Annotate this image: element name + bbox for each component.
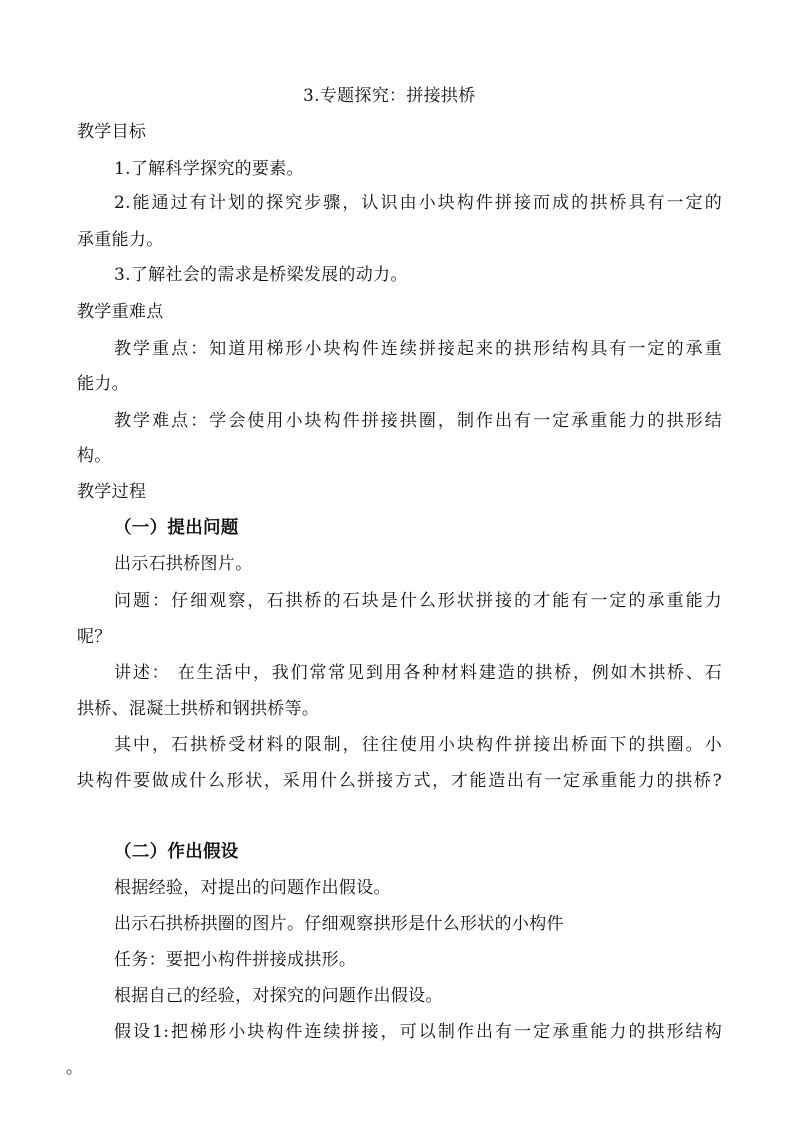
objectives-heading: 教学目标	[77, 122, 147, 142]
page-title: 3.专题探究：拼接拱桥	[303, 86, 476, 106]
section-2-paragraph-5-line-2: 。	[66, 1058, 84, 1078]
section-1-paragraph-4-line-2: 块构件要做成什么形状，采用什么拼接方式，才能造出有一定承重能力的拱桥?	[77, 771, 722, 791]
section-1-paragraph-3-line-1: 讲述： 在生活中，我们常常见到用各种材料建造的拱桥，例如木拱桥、石	[114, 663, 722, 683]
section-1-heading: （一）提出问题	[114, 518, 239, 538]
keypoint-line-2: 能力。	[77, 374, 129, 394]
section-2-paragraph-1: 根据经验，对提出的问题作出假设。	[114, 878, 391, 898]
section-1-paragraph-2-line-2: 呢？	[77, 627, 112, 647]
keypoint-line-1: 教学重点：知道用梯形小块构件连续拼接起来的拱形结构具有一定的承重	[114, 339, 722, 359]
keypoints-heading: 教学重难点	[77, 302, 164, 322]
section-1-paragraph-4-line-1: 其中，石拱桥受材料的限制，往往使用小块构件拼接出桥面下的拱圈。小	[114, 735, 722, 755]
objective-2-line-1: 2.能通过有计划的探究步骤，认识由小块构件拼接而成的拱桥具有一定的	[114, 193, 722, 213]
objective-1: 1.了解科学探究的要素。	[114, 159, 304, 179]
section-1-paragraph-3-line-2: 拱桥、混凝土拱桥和钢拱桥等。	[77, 699, 320, 719]
section-2-paragraph-5-line-1: 假设1:把梯形小块构件连续拼接，可以制作出有一定承重能力的拱形结构	[114, 1022, 722, 1042]
process-heading: 教学过程	[77, 482, 147, 502]
section-2-paragraph-2: 出示石拱桥拱圈的图片。仔细观察拱形是什么形状的小构件	[114, 914, 564, 934]
difficulty-line-2: 构。	[77, 446, 112, 466]
objective-3: 3.了解社会的需求是桥梁发展的动力。	[114, 265, 408, 285]
section-2-paragraph-4: 根据自己的经验，对探究的问题作出假设。	[114, 986, 443, 1006]
difficulty-line-1: 教学难点：学会使用小块构件拼接拱圈，制作出有一定承重能力的拱形结	[114, 411, 722, 431]
section-1-paragraph-1: 出示石拱桥图片。	[114, 554, 253, 574]
objective-2-line-2: 承重能力。	[77, 230, 164, 250]
section-2-heading: （二）作出假设	[114, 842, 239, 862]
section-1-paragraph-2-line-1: 问题：仔细观察，石拱桥的石块是什么形状拼接的才能有一定的承重能力	[114, 591, 722, 611]
section-2-paragraph-3: 任务：要把小构件拼接成拱形。	[114, 950, 357, 970]
